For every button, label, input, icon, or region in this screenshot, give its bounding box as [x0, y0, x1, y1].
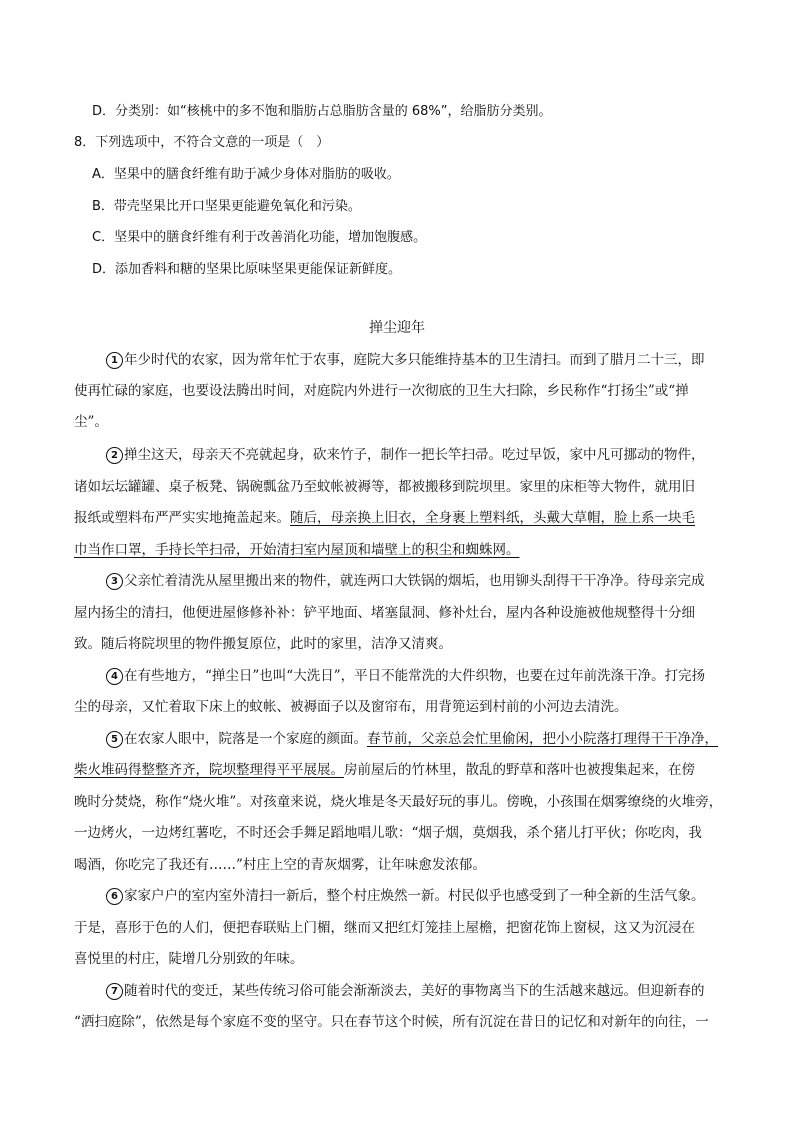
paragraph-5-line-4: 一边烤火，一边烤红薯吃，不时还会手舞足蹈地唱儿歌：“烟子烟，莫烟我，杀个猪儿打平伙；你吃肉，我	[74, 825, 702, 841]
underlined-sentence: 春节前，父亲总会忙里偷闲，把小小院落打理得干干净净，	[367, 731, 718, 747]
q7-option-d: D．分类别：如“核桃中的多不饱和脂肪占总脂肪含量的 68%”，给脂肪分类别。	[92, 104, 552, 119]
paragraph-3-line-2: 屋内扬尘的清扫，他便进屋修修补补：铲平地面、堵塞鼠洞、修补灶台，屋内各种设施被他规整得十分细	[74, 605, 695, 621]
paragraph-2-line-3	[74, 508, 695, 528]
paragraph-marker-2: 2	[106, 447, 123, 464]
q8-option-c: C．坚果中的膳食纤维有利于改善消化功能，增加饱腹感。	[92, 230, 427, 245]
paragraph-marker-5: 5	[106, 731, 123, 748]
paragraph-7-line-1	[106, 981, 705, 1001]
q8-option-a: A．坚果中的膳食纤维有助于减少身体对脂肪的吸收。	[92, 167, 400, 182]
paragraph-6-line-2: 于是，喜形于色的人们，便把春联贴上门楣，继而又把红灯笼挂上屋檐，把窗花饰上窗棂，这又为沉浸在	[74, 920, 695, 936]
paragraph-1-text: 年少时代的农家，因为常年忙于农事，庭院大多只能维持基本的卫生清扫。而到了腊月二十三，即	[124, 352, 705, 368]
q8-option-b: B．带壳坚果比开口坚果更能避免氧化和污染。	[92, 199, 361, 214]
article-title: 掸尘迎年	[369, 320, 425, 336]
paragraph-5-line-2	[74, 760, 695, 780]
paragraph-5-plain: 房前屋后的竹林里，散乱的野草和落叶也被搜集起来，在傍	[344, 762, 695, 778]
paragraph-5-line-5: 喝酒，你吃完了我还有……”村庄上空的青灰烟雾，让年味愈发浓郁。	[74, 857, 486, 873]
paragraph-marker-7: 7	[106, 983, 123, 1000]
paragraph-3-line-1	[106, 571, 705, 591]
paragraph-5-text: 在农家人眼中，院落是一个家庭的颜面。	[124, 731, 367, 747]
paragraph-5-line-1	[106, 729, 718, 749]
paragraph-1-line-2: 使再忙碌的家庭，也要设法腾出时间，对庭院内外进行一次彻底的卫生大扫除，乡民称作“打扬尘”或“掸	[74, 383, 689, 399]
underlined-sentence: 随后，母亲换上旧衣，全身裹上塑料纸，头戴大草帽，脸上系一块毛	[290, 510, 695, 526]
q8-stem: 8．下列选项中，不符合文意的一项是（ ）	[74, 135, 330, 150]
paragraph-2-line-4: 巾当作口罩，手持长竿扫帚，开始清扫室内屋顶和墙壁上的积尘和蜘蛛网。	[74, 542, 520, 558]
paragraph-4-line-1	[106, 666, 705, 686]
underlined-sentence: 院坝整理得平平展展。	[209, 762, 344, 778]
paragraph-3-text: 父亲忙着清洗从屋里搬出来的物件，就连两口大铁锅的烟垢，也用铆头刮得干干净净。待母亲完成	[124, 573, 705, 589]
paragraph-marker-1: 1	[106, 352, 123, 369]
paragraph-marker-3: 3	[106, 573, 123, 590]
paragraph-marker-4: 4	[106, 668, 123, 685]
paragraph-7-text: 随着时代的变迁，某些传统习俗可能会渐渐淡去，美好的事物离当下的生活越来越远。但迎新春的	[124, 983, 705, 999]
paragraph-4-line-2: 尘的母亲，又忙着取下床上的蚊帐、被褥面子以及窗帘布，用背篼运到村前的小河边去清洗。	[74, 699, 628, 715]
paragraph-2-line-1	[106, 445, 705, 465]
paragraph-6-line-3: 喜悦里的村庄，陡增几分别致的年味。	[74, 951, 304, 967]
underlined-sentence: 柴火堆码得整整齐齐，	[74, 762, 209, 778]
paragraph-1-line-1	[106, 350, 705, 370]
paragraph-6-text: 家家户户的室内室外清扫一新后，整个村庄焕然一新。村民似乎也感受到了一种全新的生活气象。	[124, 888, 705, 904]
paragraph-7-line-2: “洒扫庭除”，依然是每个家庭不变的坚守。只在春节这个时候，所有沉淀在昔日的记忆和对新年的向往，一	[74, 1014, 709, 1030]
paragraph-5-line-3: 晚时分焚烧，称作“烧火堆”。对孩童来说，烧火堆是冬天最好玩的事儿。傍晚，小孩围在烟雾缭绕的火堆旁，	[74, 794, 723, 810]
paragraph-2-line-2: 诸如坛坛罐罐、桌子板凳、锅碗瓢盆乃至蚊帐被褥等，都被搬移到院坝里。家里的床柜等大物件，就用旧	[74, 479, 695, 495]
paragraph-4-text: 在有些地方，“掸尘日”也叫“大洗日”，平日不能常洗的大件织物，也要在过年前洗涤干净。打完扬	[124, 668, 706, 684]
paragraph-3-line-3: 致。随后将院坝里的物件搬复原位，此时的家里，洁净又清爽。	[74, 636, 452, 652]
paragraph-marker-6: 6	[106, 888, 123, 905]
paragraph-2-text: 掸尘这天，母亲天不亮就起身，砍来竹子，制作一把长竿扫帚。吃过早饭，家中凡可挪动的物件，	[124, 447, 705, 463]
paragraph-1-line-3: 尘”。	[74, 414, 108, 430]
q8-option-d: D．添加香料和糖的坚果比原味坚果更能保证新鲜度。	[92, 262, 402, 277]
paragraph-6-line-1	[106, 886, 705, 906]
paragraph-2-plain: 报纸或塑料布严严实实地掩盖起来。	[74, 510, 290, 526]
